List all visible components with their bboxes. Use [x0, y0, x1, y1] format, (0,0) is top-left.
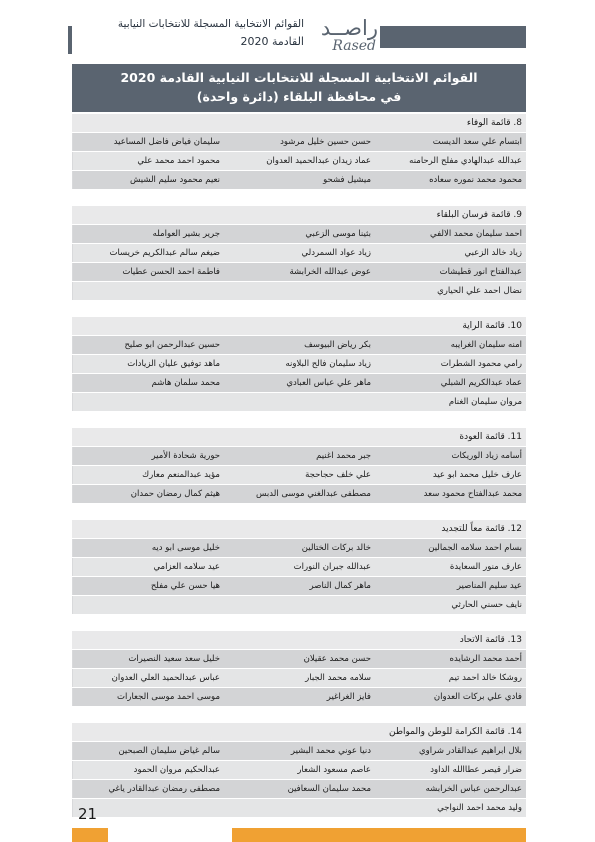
list-heading: 13. قائمة الاتحاد: [72, 631, 526, 650]
table-row: [72, 263, 526, 282]
candidate-name: ميشيل فشحو: [224, 171, 375, 189]
candidate-name: سالم غياض سليمان الصبحين: [73, 742, 224, 760]
table-row: [72, 374, 526, 393]
candidate-name: [73, 393, 224, 411]
candidate-name: زياد خالد الزعبي: [375, 244, 526, 262]
candidate-name: سليمان فياض فاضل المساعيد: [73, 133, 224, 151]
table-row: [72, 669, 526, 688]
list-section: [72, 631, 526, 707]
candidate-name: زياد سليمان فالح البلاونه: [224, 355, 375, 373]
candidate-name: فادي علي بركات العدوان: [375, 688, 526, 706]
table-row: [72, 336, 526, 355]
candidate-name: أحمد محمد الرشايده: [375, 650, 526, 668]
candidate-name: [73, 282, 224, 300]
table-row: [72, 596, 526, 615]
candidate-name: عيد سليم المناصير: [375, 577, 526, 595]
table-row: [72, 152, 526, 171]
candidate-name: عبدالفتاح انور قطيشات: [375, 263, 526, 281]
candidate-name: عارف منور السعايدة: [375, 558, 526, 576]
candidate-name: حسن محمد عقيلان: [224, 650, 375, 668]
candidate-name: عاصم مسعود الشعار: [224, 761, 375, 779]
page-number: 21: [78, 805, 98, 823]
candidate-name: فايز الغراغير: [224, 688, 375, 706]
candidate-name: محمود احمد محمد علي: [73, 152, 224, 170]
candidate-name: هيا حسن علي مفلح: [73, 577, 224, 595]
candidate-name: نعيم محمود سليم الشيش: [73, 171, 224, 189]
table-row: [72, 485, 526, 504]
logo-arabic-text: راصــد: [320, 16, 378, 40]
candidate-name: محمود محمد نموره سعاده: [375, 171, 526, 189]
table-row: [72, 688, 526, 707]
candidate-name: خليل موسى ابو ديه: [73, 539, 224, 557]
table-row: [72, 133, 526, 152]
table-row: [72, 742, 526, 761]
table-row: [72, 799, 526, 818]
footer-right-bar: [232, 828, 526, 842]
list-section: [72, 428, 526, 504]
list-heading: 9. قائمة فرسان البلقاء: [72, 206, 526, 225]
candidate-name: بكر رياض البيوسف: [224, 336, 375, 354]
table-row: [72, 355, 526, 374]
electoral-lists: [72, 114, 526, 834]
candidate-name: وليد محمد احمد النواجي: [375, 799, 526, 817]
table-row: [72, 244, 526, 263]
candidate-name: نضال احمد علي الحياري: [375, 282, 526, 300]
candidate-name: بثينا موسى الزعبي: [224, 225, 375, 243]
candidate-name: مصطفى رمضان عبدالقادر ياغي: [73, 780, 224, 798]
list-section: [72, 723, 526, 818]
candidate-name: عوض عبدالله الخرابشة: [224, 263, 375, 281]
candidate-name: فاطمة احمد الحسن عطيات: [73, 263, 224, 281]
candidate-name: رامي محمود الشطرات: [375, 355, 526, 373]
candidate-name: ضرار قيصر عطاالله الداود: [375, 761, 526, 779]
candidate-name: مؤيد عبدالمنعم معارك: [73, 466, 224, 484]
table-row: [72, 577, 526, 596]
header-left-bar: [68, 26, 72, 54]
candidate-name: علي خلف حجاحجة: [224, 466, 375, 484]
candidate-name: محمد عبدالفتاح محمود سعد: [375, 485, 526, 503]
candidate-name: عارف خليل محمد ابو عيد: [375, 466, 526, 484]
candidate-name: مروان سليمان الغنام: [375, 393, 526, 411]
candidate-name: عبدالحكيم مروان الحمود: [73, 761, 224, 779]
list-section: [72, 520, 526, 615]
candidate-name: [224, 393, 375, 411]
running-header-line2: القادمة 2020: [240, 35, 304, 48]
table-row: [72, 171, 526, 190]
list-section: [72, 206, 526, 301]
candidate-name: أسامه زياد الوريكات: [375, 447, 526, 465]
candidate-name: ماهر علي عباس العبادي: [224, 374, 375, 392]
list-heading: 8. قائمة الوفاء: [72, 114, 526, 133]
table-row: [72, 282, 526, 301]
candidate-name: محمد سليمان السعافين: [224, 780, 375, 798]
table-row: [72, 650, 526, 669]
candidate-name: حورية شحادة الأمير: [73, 447, 224, 465]
candidate-name: [73, 596, 224, 614]
candidate-name: عبدالرحمن عباس الخرابشه: [375, 780, 526, 798]
candidate-name: عبدالله جبران النورات: [224, 558, 375, 576]
candidate-name: عماد عبدالكريم الشبلي: [375, 374, 526, 392]
candidate-name: نايف حسني الحارثي: [375, 596, 526, 614]
list-section: [72, 114, 526, 190]
table-row: [72, 558, 526, 577]
list-section: [72, 317, 526, 412]
list-heading: 11. قائمة العودة: [72, 428, 526, 447]
candidate-name: عيد سلامه العزامي: [73, 558, 224, 576]
page-title-box: [72, 64, 526, 112]
candidate-name: [224, 596, 375, 614]
list-heading: 12. قائمة معاً للتجديد: [72, 520, 526, 539]
rased-logo: [308, 16, 378, 56]
candidate-name: ابتسام علي سعد الديست: [375, 133, 526, 151]
table-row: [72, 393, 526, 412]
candidate-name: حسين عبدالرحمن ابو صليح: [73, 336, 224, 354]
table-row: [72, 447, 526, 466]
candidate-name: جرير بشير العوامله: [73, 225, 224, 243]
footer-left-bar: [72, 828, 108, 842]
logo-english-text: Rased: [332, 38, 376, 54]
candidate-name: روشكا خالد احمد تيم: [375, 669, 526, 687]
candidate-name: حسن حسين خليل مرشود: [224, 133, 375, 151]
candidate-name: محمد سلمان هاشم: [73, 374, 224, 392]
candidate-name: جبر محمد اغنيم: [224, 447, 375, 465]
table-row: [72, 225, 526, 244]
candidate-name: زياد عواد السمردلي: [224, 244, 375, 262]
candidate-name: خالد بركات الختالين: [224, 539, 375, 557]
table-row: [72, 761, 526, 780]
table-row: [72, 539, 526, 558]
list-heading: 14. قائمة الكرامة للوطن والمواطن: [72, 723, 526, 742]
table-row: [72, 466, 526, 485]
candidate-name: بلال ابراهيم عبدالقادر شراوي: [375, 742, 526, 760]
candidate-name: خليل سعد سعيد النصيرات: [73, 650, 224, 668]
candidate-name: امنه سليمان الغرايبه: [375, 336, 526, 354]
candidate-name: عماد زيدان عبدالحميد العدوان: [224, 152, 375, 170]
list-heading: 10. قائمة الراية: [72, 317, 526, 336]
header-right-bar: [380, 26, 526, 48]
candidate-name: مصطفى عبدالغني موسى الدبس: [224, 485, 375, 503]
candidate-name: سلامه محمد الجبار: [224, 669, 375, 687]
candidate-name: هيثم كمال رمضان حمدان: [73, 485, 224, 503]
candidate-name: ضيغم سالم عبدالكريم خريسات: [73, 244, 224, 262]
running-header: [74, 18, 304, 48]
candidate-name: احمد سليمان محمد الالفي: [375, 225, 526, 243]
candidate-name: بسام احمد سلامه الجمالين: [375, 539, 526, 557]
table-row: [72, 780, 526, 799]
candidate-name: ماهد توفيق عليان الزيادات: [73, 355, 224, 373]
page-title: القوائم الانتخابية المسجلة للانتخابات النيابية القادمة 2020: [120, 70, 478, 85]
page-subtitle: في محافظة البلقاء (دائرة واحدة): [196, 89, 402, 104]
candidate-name: ماهر كمال الناصر: [224, 577, 375, 595]
candidate-name: عباس عبدالحميد العلي العدوان: [73, 669, 224, 687]
candidate-name: [224, 799, 375, 817]
candidate-name: [224, 282, 375, 300]
candidate-name: موسى احمد موسى الجعارات: [73, 688, 224, 706]
candidate-name: دنيا عوني محمد البشير: [224, 742, 375, 760]
candidate-name: عبدالله عبدالهادي مفلح الرحامنه: [375, 152, 526, 170]
running-header-line1: القوائم الانتخابية المسجلة للانتخابات النيابية: [117, 18, 304, 30]
